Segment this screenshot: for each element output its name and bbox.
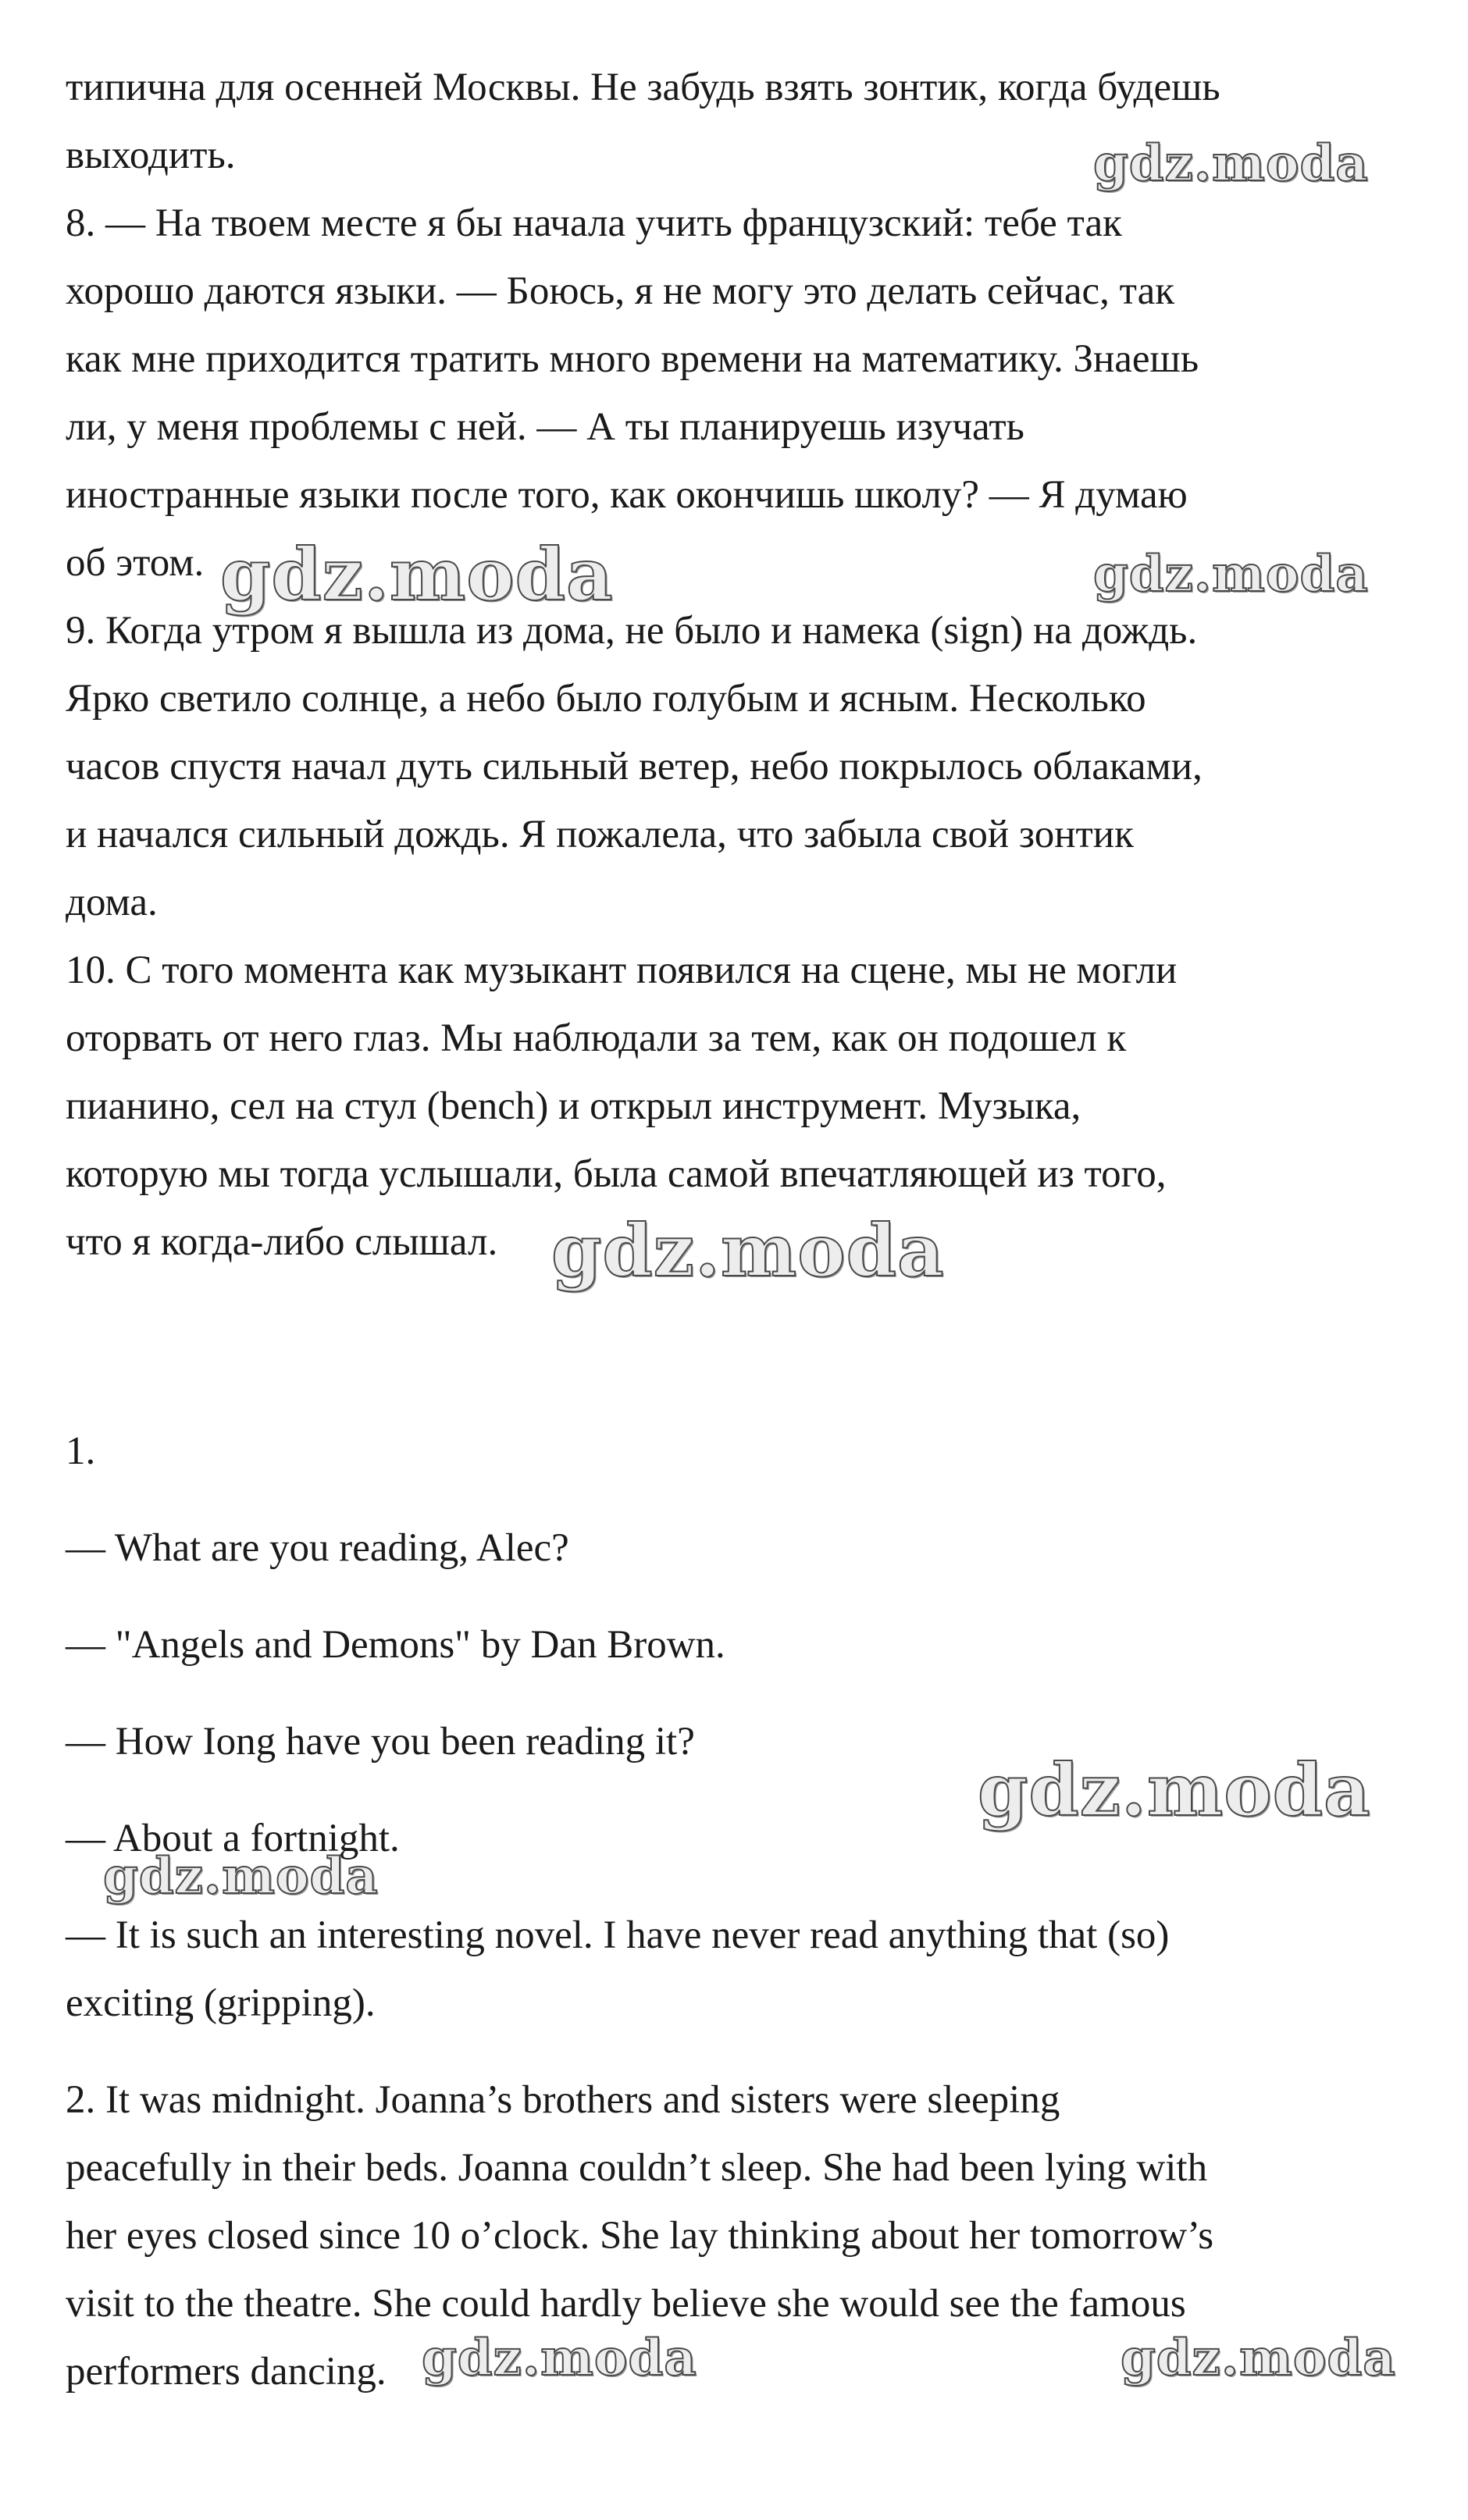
text-line: 2. It was midnight. Joanna’s brothers and sisters were sleeping [66, 2078, 1060, 2122]
watermark-logo: gdz.moda [220, 532, 614, 617]
text-line: оторвать от него глаз. Мы наблюдали за тем, как он подошел к [66, 1016, 1127, 1060]
watermark-logo: gdz.moda [103, 1847, 379, 1906]
text-line: — About a fortnight. [66, 1817, 400, 1860]
text-line: выходить. [66, 133, 236, 177]
text-line: — What are you reading, Alec? [66, 1526, 569, 1570]
text-line: хорошо даются языки. — Боюсь, я не могу это делать сейчас, так [66, 269, 1174, 313]
text-line: 9. Когда утром я вышла из дома, не было и намека (sign) на дождь. [66, 609, 1198, 653]
watermark-logo: gdz.moda [1121, 2329, 1396, 2387]
watermark-logo: gdz.moda [551, 1208, 945, 1293]
text-line: иностранные языки после того, как окончишь школу? — Я думаю [66, 473, 1188, 517]
text-line: дома. [66, 881, 158, 924]
text-line: об этом. [66, 541, 205, 585]
text-line: — It is such an interesting novel. I have never read anything that (so) [66, 1913, 1170, 1957]
text-line: — "Angels and Demons" by Dan Brown. [66, 1623, 725, 1667]
watermark-logo: gdz.moda [422, 2329, 697, 2387]
watermark-logo: gdz.moda [1093, 545, 1369, 603]
text-line: exciting (gripping). [66, 1981, 376, 2025]
text-line: peacefully in their beds. Joanna couldn’t sleep. She had been lying with [66, 2146, 1208, 2190]
text-line: что я когда-либо слышал. [66, 1220, 498, 1264]
text-line: часов спустя начал дуть сильный ветер, небо покрылось облаками, [66, 745, 1203, 788]
text-line: 10. С того момента как музыкант появился на сцене, мы не могли [66, 949, 1178, 992]
watermark-logo: gdz.moda [978, 1748, 1371, 1832]
watermark-logo: gdz.moda [1093, 134, 1369, 193]
text-line: — How Iong have you been reading it? [66, 1720, 695, 1764]
text-line: типична для осенней Москвы. Не забудь взять зонтик, когда будешь [66, 66, 1220, 109]
text-line: как мне приходится тратить много времени на математику. Знаешь [66, 337, 1199, 381]
text-line: 1. [66, 1429, 96, 1473]
text-line: и начался сильный дождь. Я пожалела, что забыла свой зонтик [66, 813, 1134, 856]
text-line: 8. — На твоем месте я бы начала учить французский: тебе так [66, 201, 1122, 245]
text-line: которую мы тогда услышали, была самой впечатляющей из того, [66, 1152, 1167, 1196]
text-line: her eyes closed since 10 o’clock. She lay thinking about her tomorrow’s [66, 2214, 1214, 2258]
text-line: Ярко светило солнце, а небо было голубым и ясным. Несколько [66, 677, 1146, 721]
text-line: performers dancing. [66, 2350, 387, 2394]
text-line: visit to the theatre. She could hardly believe she would see the famous [66, 2282, 1186, 2326]
text-line: ли, у меня проблемы с ней. — А ты планируешь изучать [66, 405, 1024, 449]
text-line: пианино, сел на стул (bench) и открыл инструмент. Музыка, [66, 1084, 1081, 1128]
